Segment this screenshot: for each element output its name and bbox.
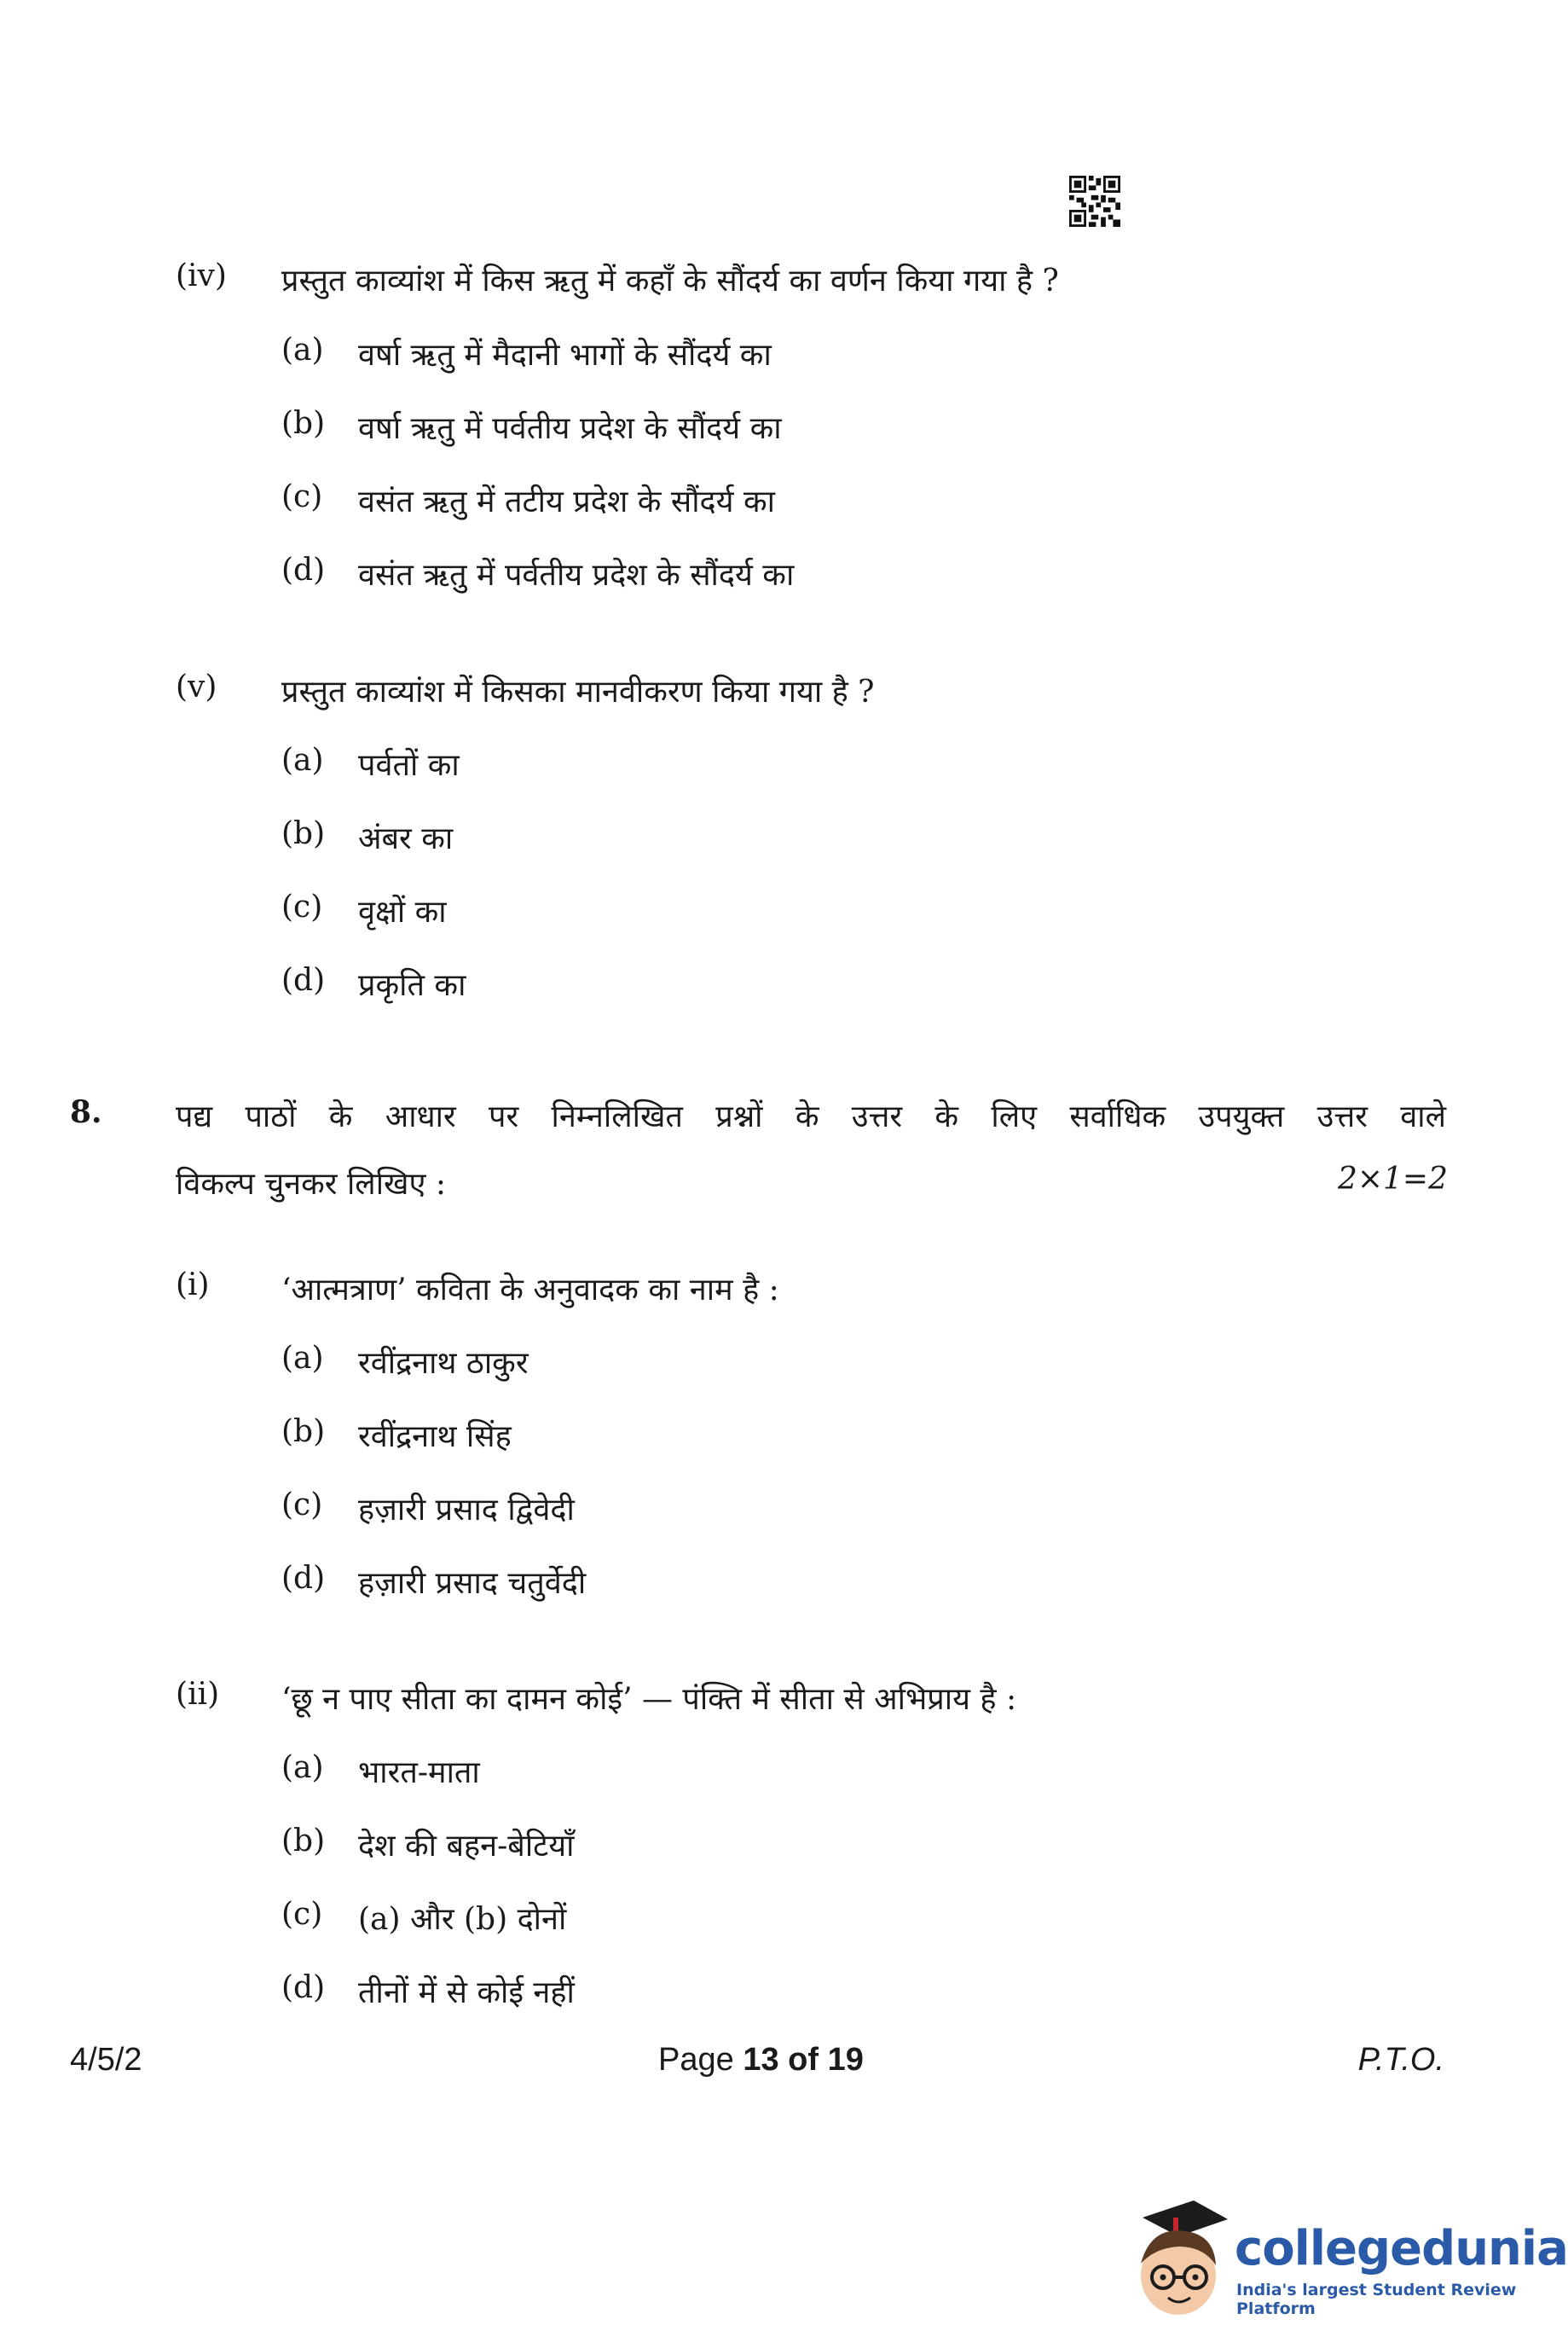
option-letter: (b) xyxy=(281,816,326,851)
option-text: वसंत ऋतु में तटीय प्रदेश के सौंदर्य का xyxy=(358,484,775,519)
option-text: वर्षा ऋतु में पर्वतीय प्रदेश के सौंदर्य का xyxy=(358,411,782,446)
option-letter: (c) xyxy=(281,1897,323,1932)
page-total: 19 xyxy=(827,2042,864,2078)
question-label: (ii) xyxy=(176,1677,220,1712)
option-text: प्रकृति का xyxy=(358,968,466,1003)
question-label: (iv) xyxy=(176,258,227,293)
option-text: रवींद्रनाथ सिंह xyxy=(358,1419,512,1454)
option-text: भारत-माता xyxy=(358,1755,480,1790)
brand-name: collegedunia xyxy=(1235,2221,1568,2276)
page-prefix: Page xyxy=(658,2042,743,2078)
option-text: हज़ारी प्रसाद द्विवेदी xyxy=(358,1493,575,1528)
option-text: तीनों में से कोई नहीं xyxy=(358,1975,575,2010)
question-text: पद्य पाठों के आधार पर निम्नलिखित प्रश्नों के उत्तर के लिए सर्वाधिक उपयुक्त उत्तर वाले xyxy=(176,1099,1446,1134)
question-text-cont: विकल्प चुनकर लिखिए : xyxy=(176,1167,446,1202)
option-text: रवींद्रनाथ ठाकुर xyxy=(358,1346,529,1381)
option-letter: (d) xyxy=(281,553,326,588)
question-text: ‘छू न पाए सीता का दामन कोई’ — पंक्ति में सीता से अभिप्राय है : xyxy=(281,1682,1017,1717)
brand-tagline: India's largest Student Review Platform xyxy=(1236,2281,1517,2318)
question-text: प्रस्तुत काव्यांश में किस ऋतु में कहाँ के सौंदर्य का वर्णन किया गया है ? xyxy=(281,264,1059,299)
option-letter: (b) xyxy=(281,1414,326,1449)
option-text: हज़ारी प्रसाद चतुर्वेदी xyxy=(358,1566,587,1601)
page-number xyxy=(658,2042,864,2079)
option-text: देश की बहन-बेटियाँ xyxy=(358,1829,575,1864)
option-text: वसंत ऋतु में पर्वतीय प्रदेश के सौंदर्य का xyxy=(358,558,795,593)
option-letter: (a) xyxy=(281,333,324,368)
mascot-icon xyxy=(1125,2192,1236,2320)
marks-allocation: 2×1=2 xyxy=(1337,1162,1448,1197)
question-label: (v) xyxy=(176,670,217,704)
option-letter: (c) xyxy=(281,1487,323,1522)
option-letter: (a) xyxy=(281,1341,324,1376)
option-text: अंबर का xyxy=(358,821,454,856)
question-text: प्रस्तुत काव्यांश में किसका मानवीकरण किया गया है ? xyxy=(281,675,875,710)
page-of: of xyxy=(778,2042,828,2078)
paper-code: 4/5/2 xyxy=(70,2042,142,2078)
option-letter: (b) xyxy=(281,406,326,441)
option-letter: (d) xyxy=(281,1970,326,2005)
option-letter: (c) xyxy=(281,479,323,514)
option-text: (a) और (b) दोनों xyxy=(358,1902,567,1937)
option-letter: (d) xyxy=(281,963,326,998)
brand-logo xyxy=(1125,2192,1568,2320)
pto-label: P.T.O. xyxy=(1357,2042,1444,2078)
option-letter: (a) xyxy=(281,743,324,778)
question-label: (i) xyxy=(176,1267,210,1302)
question-number: 8. xyxy=(70,1094,102,1130)
question-text: ‘आत्मत्राण’ कविता के अनुवादक का नाम है : xyxy=(281,1273,779,1307)
option-letter: (c) xyxy=(281,890,323,925)
option-text: वर्षा ऋतु में मैदानी भागों के सौंदर्य का xyxy=(358,338,772,373)
option-letter: (a) xyxy=(281,1750,324,1785)
option-text: वृक्षों का xyxy=(358,895,447,930)
page-current: 13 xyxy=(743,2042,779,2078)
option-letter: (d) xyxy=(281,1561,326,1596)
option-text: पर्वतों का xyxy=(358,748,460,783)
option-letter: (b) xyxy=(281,1823,326,1858)
qr-code-icon xyxy=(1069,176,1120,227)
